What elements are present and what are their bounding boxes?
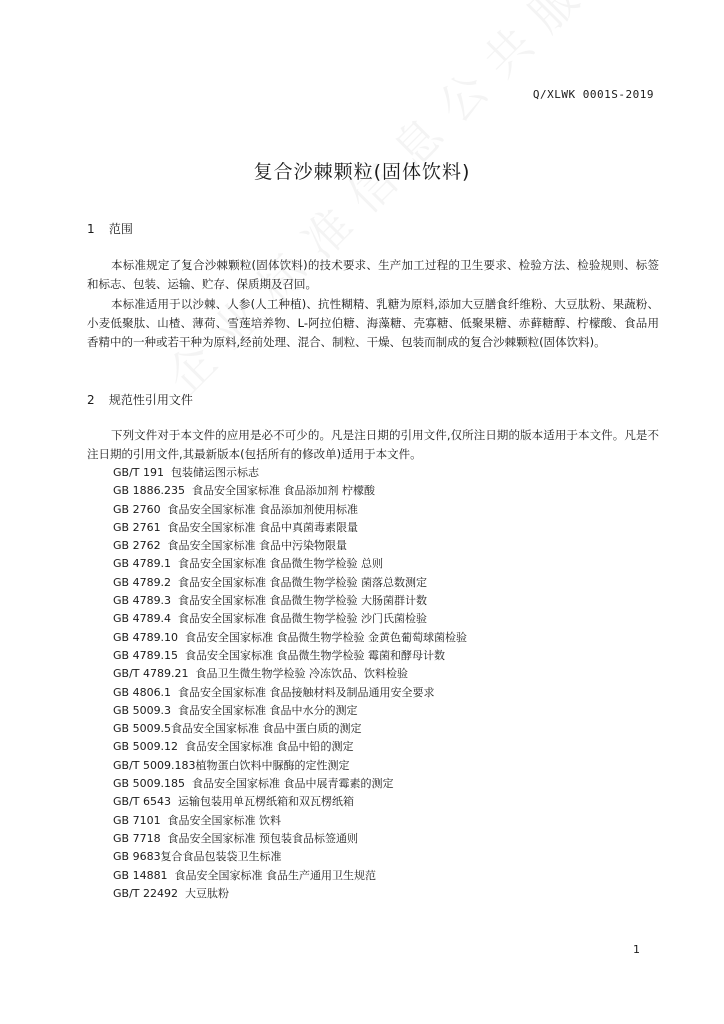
- section-title: 范围: [108, 222, 133, 236]
- scope-paragraph-1: 本标准规定了复合沙棘颗粒(固体饮料)的技术要求、生产加工过程的卫生要求、检验方法、检验规则、标签和标志、包装、运输、贮存、保质期及召回。: [87, 258, 659, 292]
- section-number: 2: [87, 393, 95, 407]
- reference-item: GB 2760 食品安全国家标准 食品添加剂使用标准: [113, 502, 359, 516]
- reference-item: GB 4789.3 食品安全国家标准 食品微生物学检验 大肠菌群计数: [113, 594, 428, 608]
- reference-item: GB 9683复合食品包装袋卫生标准: [113, 850, 282, 864]
- reference-item: GB 14881 食品安全国家标准 食品生产通用卫生规范: [113, 868, 377, 882]
- page-number: 1: [633, 943, 640, 956]
- reference-item: GB/T 6543 运输包装用单瓦楞纸箱和双瓦楞纸箱: [113, 795, 354, 809]
- reference-item: GB 5009.5食品安全国家标准 食品中蛋白质的测定: [113, 722, 362, 736]
- section-title: 规范性引用文件: [108, 393, 193, 407]
- reference-item: GB 2761 食品安全国家标准 食品中真菌毒素限量: [113, 520, 359, 534]
- reference-item: GB 5009.185 食品安全国家标准 食品中展青霉素的测定: [113, 777, 394, 791]
- reference-item: GB 4806.1 食品安全国家标准 食品接触材料及制品通用安全要求: [113, 685, 435, 699]
- section-2-heading: [87, 391, 193, 408]
- reference-item: GB 7718 食品安全国家标准 预包装食品标签通则: [113, 831, 359, 845]
- scope-paragraph-2: 本标准适用于以沙棘、人参(人工种植)、抗性糊精、乳糖为原料,添加大豆膳食纤维粉、大豆肽粉、果蔬粉、小麦低聚肽、山楂、薄荷、雪莲培养物、L-阿拉伯糖、海藻糖、壳寡糖、低聚果糖、赤藓糖醇、柠檬酸、食品用香精中的一种或若干种为原料,经前处理、混合、制粒、干燥、包装而制成的复合沙棘颗粒(固体饮料)。: [87, 297, 659, 350]
- reference-item: GB 1886.235 食品安全国家标准 食品添加剂 柠檬酸: [113, 484, 376, 498]
- reference-item: GB 4789.2 食品安全国家标准 食品微生物学检验 菌落总数测定: [113, 575, 428, 589]
- reference-item: GB 4789.1 食品安全国家标准 食品微生物学检验 总则: [113, 557, 384, 571]
- reference-item: GB/T 22492 大豆肽粉: [113, 886, 229, 900]
- reference-item: GB/T 4789.21 食品卫生微生物学检验 冷冻饮品、饮料检验: [113, 667, 408, 681]
- references-intro-paragraph: 下列文件对于本文件的应用是必不可少的。凡是注日期的引用文件,仅所注日期的版本适用于本文件。凡是不注日期的引用文件,其最新版本(包括所有的修改单)适用于本文件。: [87, 428, 659, 462]
- reference-item: GB 5009.12 食品安全国家标准 食品中铅的测定: [113, 740, 354, 754]
- reference-item: GB 4789.10 食品安全国家标准 食品微生物学检验 金黄色葡萄球菌检验: [113, 630, 468, 644]
- reference-item: GB 4789.4 食品安全国家标准 食品微生物学检验 沙门氏菌检验: [113, 612, 428, 626]
- document-title: 复合沙棘颗粒(固体饮料): [253, 161, 471, 183]
- section-1-heading: [87, 220, 133, 237]
- normative-references-list: [113, 464, 467, 903]
- reference-item: GB 4789.15 食品安全国家标准 食品微生物学检验 霉菌和酵母计数: [113, 648, 446, 662]
- reference-item: GB 2762 食品安全国家标准 食品中污染物限量: [113, 539, 348, 553]
- reference-item: GB 5009.3 食品安全国家标准 食品中水分的测定: [113, 703, 358, 717]
- reference-item: GB 7101 食品安全国家标准 饮料: [113, 813, 282, 827]
- reference-item: GB/T 5009.183植物蛋白饮料中脲酶的定性测定: [113, 758, 350, 772]
- reference-item: GB/T 191 包装储运图示标志: [113, 466, 259, 479]
- section-number: 1: [87, 222, 95, 236]
- document-code: Q/XLWK 0001S-2019: [532, 88, 654, 101]
